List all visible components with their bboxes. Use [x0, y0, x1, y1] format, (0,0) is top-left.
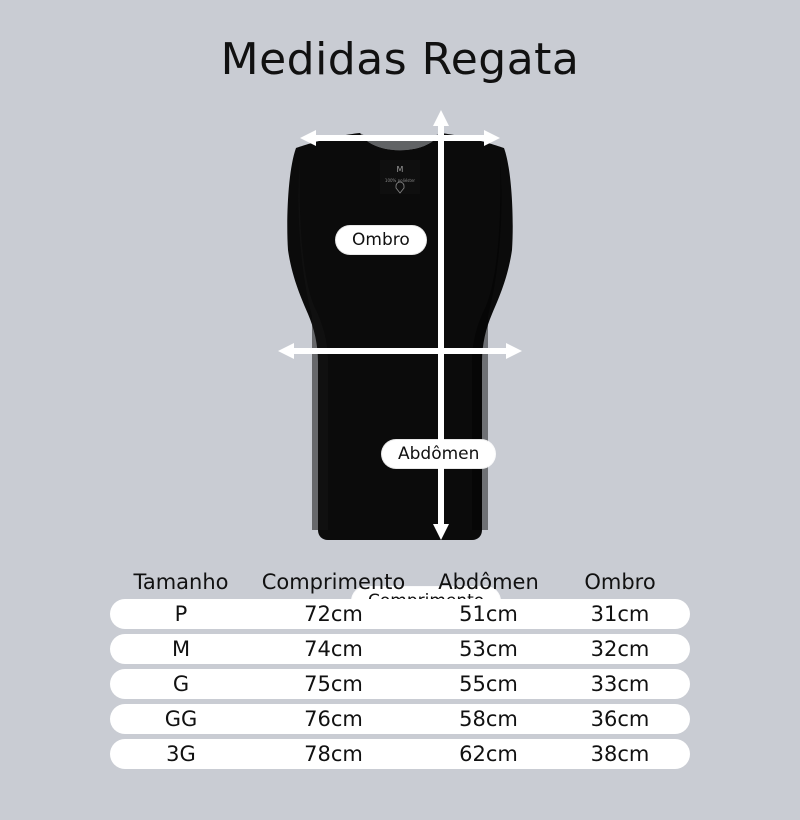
header-comprimento: Comprimento	[261, 570, 406, 594]
cell-ombro: 31cm	[590, 602, 650, 626]
cell-ombro: 33cm	[590, 672, 650, 696]
header-tamanho: Tamanho	[133, 570, 229, 594]
svg-text:M: M	[396, 165, 404, 174]
table-row	[110, 739, 690, 769]
cell-tamanho: M	[171, 637, 191, 661]
header-ombro: Ombro	[584, 570, 656, 594]
cell-abdomen: 51cm	[459, 602, 518, 626]
cell-abdomen: 62cm	[459, 742, 518, 766]
table-row	[110, 704, 690, 734]
cell-comprimento: 74cm	[304, 637, 363, 661]
tank-top-svg	[0, 100, 800, 550]
garment-illustration	[0, 100, 800, 550]
table-row	[110, 669, 690, 699]
cell-comprimento: 76cm	[304, 707, 363, 731]
cell-comprimento: 75cm	[304, 672, 363, 696]
cell-ombro: 36cm	[590, 707, 650, 731]
cell-tamanho: P	[174, 602, 188, 626]
cell-comprimento: 78cm	[304, 742, 363, 766]
cell-tamanho: 3G	[166, 742, 196, 766]
cell-abdomen: 53cm	[459, 637, 518, 661]
table-row	[110, 634, 690, 664]
cell-abdomen: 58cm	[459, 707, 518, 731]
label-ombro: Ombro	[336, 226, 426, 254]
cell-ombro: 32cm	[590, 637, 650, 661]
measurements-table	[110, 565, 690, 774]
label-abdomen: Abdômen	[382, 440, 495, 468]
svg-text:100% poliéster: 100% poliéster	[384, 178, 416, 183]
table-header-row	[110, 565, 690, 599]
neck-tag	[380, 160, 420, 194]
page-title: Medidas Regata	[220, 34, 580, 85]
cell-abdomen: 55cm	[459, 672, 518, 696]
cell-ombro: 38cm	[590, 742, 650, 766]
cell-tamanho: G	[172, 672, 190, 696]
table-row	[110, 599, 690, 629]
header-abdomen: Abdômen	[438, 570, 539, 594]
cell-tamanho: GG	[164, 707, 198, 731]
cell-comprimento: 72cm	[304, 602, 363, 626]
